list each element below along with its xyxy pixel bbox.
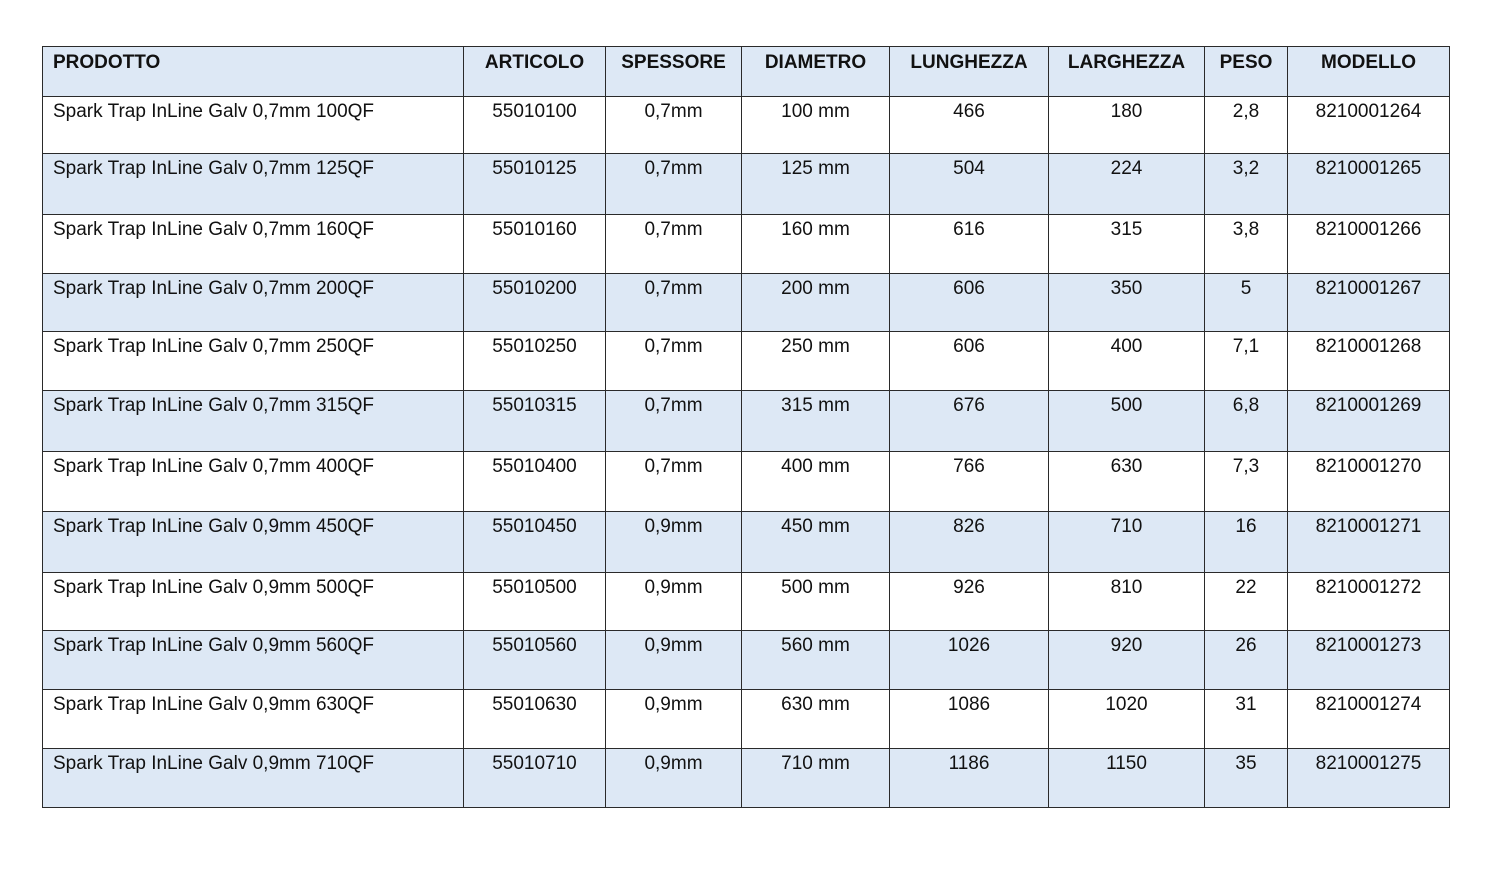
- cell-prodotto: Spark Trap InLine Galv 0,7mm 400QF: [43, 452, 464, 512]
- cell-lunghezza: 616: [890, 215, 1049, 274]
- table-row: [43, 391, 1450, 452]
- table-row: [43, 631, 1450, 690]
- cell-prodotto: Spark Trap InLine Galv 0,9mm 710QF: [43, 749, 464, 808]
- cell-larghezza: 400: [1049, 332, 1205, 391]
- cell-peso: 31: [1205, 690, 1288, 749]
- cell-prodotto: Spark Trap InLine Galv 0,7mm 125QF: [43, 154, 464, 215]
- cell-peso: 3,2: [1205, 154, 1288, 215]
- cell-larghezza: 180: [1049, 97, 1205, 154]
- cell-modello: 8210001267: [1288, 274, 1450, 332]
- header-larghezza: LARGHEZZA: [1049, 47, 1205, 97]
- cell-peso: 16: [1205, 512, 1288, 573]
- cell-peso: 7,1: [1205, 332, 1288, 391]
- cell-modello: 8210001264: [1288, 97, 1450, 154]
- cell-larghezza: 315: [1049, 215, 1205, 274]
- cell-larghezza: 500: [1049, 391, 1205, 452]
- cell-lunghezza: 1186: [890, 749, 1049, 808]
- cell-prodotto: Spark Trap InLine Galv 0,7mm 100QF: [43, 97, 464, 154]
- product-table-container: [42, 46, 1449, 808]
- cell-diametro: 400 mm: [742, 452, 890, 512]
- cell-peso: 7,3: [1205, 452, 1288, 512]
- cell-diametro: 560 mm: [742, 631, 890, 690]
- header-peso: PESO: [1205, 47, 1288, 97]
- cell-lunghezza: 606: [890, 274, 1049, 332]
- cell-modello: 8210001268: [1288, 332, 1450, 391]
- cell-modello: 8210001272: [1288, 573, 1450, 631]
- cell-prodotto: Spark Trap InLine Galv 0,7mm 200QF: [43, 274, 464, 332]
- table-row: [43, 154, 1450, 215]
- header-modello: MODELLO: [1288, 47, 1450, 97]
- cell-spessore: 0,9mm: [606, 631, 742, 690]
- cell-modello: 8210001271: [1288, 512, 1450, 573]
- cell-modello: 8210001270: [1288, 452, 1450, 512]
- table-row: [43, 512, 1450, 573]
- cell-lunghezza: 606: [890, 332, 1049, 391]
- cell-larghezza: 350: [1049, 274, 1205, 332]
- cell-spessore: 0,7mm: [606, 391, 742, 452]
- cell-articolo: 55010200: [464, 274, 606, 332]
- cell-peso: 35: [1205, 749, 1288, 808]
- cell-articolo: 55010315: [464, 391, 606, 452]
- cell-larghezza: 1020: [1049, 690, 1205, 749]
- cell-diametro: 100 mm: [742, 97, 890, 154]
- cell-modello: 8210001265: [1288, 154, 1450, 215]
- header-lunghezza: LUNGHEZZA: [890, 47, 1049, 97]
- cell-diametro: 125 mm: [742, 154, 890, 215]
- cell-larghezza: 1150: [1049, 749, 1205, 808]
- cell-larghezza: 224: [1049, 154, 1205, 215]
- cell-larghezza: 810: [1049, 573, 1205, 631]
- table-header-row: [43, 47, 1450, 97]
- cell-articolo: 55010500: [464, 573, 606, 631]
- cell-peso: 3,8: [1205, 215, 1288, 274]
- table-row: [43, 452, 1450, 512]
- cell-articolo: 55010710: [464, 749, 606, 808]
- cell-diametro: 500 mm: [742, 573, 890, 631]
- cell-diametro: 200 mm: [742, 274, 890, 332]
- header-diametro: DIAMETRO: [742, 47, 890, 97]
- cell-spessore: 0,7mm: [606, 154, 742, 215]
- cell-lunghezza: 766: [890, 452, 1049, 512]
- cell-lunghezza: 1086: [890, 690, 1049, 749]
- cell-peso: 5: [1205, 274, 1288, 332]
- cell-spessore: 0,7mm: [606, 97, 742, 154]
- cell-prodotto: Spark Trap InLine Galv 0,7mm 160QF: [43, 215, 464, 274]
- cell-lunghezza: 926: [890, 573, 1049, 631]
- cell-prodotto: Spark Trap InLine Galv 0,9mm 450QF: [43, 512, 464, 573]
- cell-spessore: 0,9mm: [606, 690, 742, 749]
- cell-peso: 26: [1205, 631, 1288, 690]
- header-prodotto: PRODOTTO: [43, 47, 464, 97]
- cell-prodotto: Spark Trap InLine Galv 0,9mm 560QF: [43, 631, 464, 690]
- table-body: [43, 97, 1450, 808]
- table-row: [43, 332, 1450, 391]
- cell-peso: 2,8: [1205, 97, 1288, 154]
- cell-articolo: 55010250: [464, 332, 606, 391]
- cell-spessore: 0,7mm: [606, 332, 742, 391]
- cell-diametro: 710 mm: [742, 749, 890, 808]
- cell-spessore: 0,9mm: [606, 749, 742, 808]
- cell-prodotto: Spark Trap InLine Galv 0,7mm 315QF: [43, 391, 464, 452]
- cell-diametro: 630 mm: [742, 690, 890, 749]
- table-row: [43, 97, 1450, 154]
- cell-modello: 8210001273: [1288, 631, 1450, 690]
- cell-spessore: 0,9mm: [606, 573, 742, 631]
- cell-prodotto: Spark Trap InLine Galv 0,7mm 250QF: [43, 332, 464, 391]
- cell-articolo: 55010630: [464, 690, 606, 749]
- cell-spessore: 0,9mm: [606, 512, 742, 573]
- cell-modello: 8210001266: [1288, 215, 1450, 274]
- cell-articolo: 55010125: [464, 154, 606, 215]
- cell-spessore: 0,7mm: [606, 452, 742, 512]
- cell-modello: 8210001269: [1288, 391, 1450, 452]
- table-row: [43, 274, 1450, 332]
- header-spessore: SPESSORE: [606, 47, 742, 97]
- cell-diametro: 450 mm: [742, 512, 890, 573]
- cell-articolo: 55010400: [464, 452, 606, 512]
- cell-modello: 8210001274: [1288, 690, 1450, 749]
- cell-peso: 6,8: [1205, 391, 1288, 452]
- cell-larghezza: 630: [1049, 452, 1205, 512]
- cell-lunghezza: 826: [890, 512, 1049, 573]
- cell-diametro: 250 mm: [742, 332, 890, 391]
- table-row: [43, 749, 1450, 808]
- cell-lunghezza: 504: [890, 154, 1049, 215]
- cell-modello: 8210001275: [1288, 749, 1450, 808]
- cell-lunghezza: 676: [890, 391, 1049, 452]
- cell-peso: 22: [1205, 573, 1288, 631]
- cell-diametro: 315 mm: [742, 391, 890, 452]
- cell-spessore: 0,7mm: [606, 215, 742, 274]
- cell-articolo: 55010450: [464, 512, 606, 573]
- cell-prodotto: Spark Trap InLine Galv 0,9mm 630QF: [43, 690, 464, 749]
- cell-larghezza: 710: [1049, 512, 1205, 573]
- cell-diametro: 160 mm: [742, 215, 890, 274]
- cell-prodotto: Spark Trap InLine Galv 0,9mm 500QF: [43, 573, 464, 631]
- table-row: [43, 573, 1450, 631]
- cell-articolo: 55010160: [464, 215, 606, 274]
- cell-articolo: 55010100: [464, 97, 606, 154]
- cell-spessore: 0,7mm: [606, 274, 742, 332]
- cell-articolo: 55010560: [464, 631, 606, 690]
- header-articolo: ARTICOLO: [464, 47, 606, 97]
- cell-lunghezza: 1026: [890, 631, 1049, 690]
- product-table: [42, 46, 1450, 808]
- cell-lunghezza: 466: [890, 97, 1049, 154]
- table-row: [43, 690, 1450, 749]
- cell-larghezza: 920: [1049, 631, 1205, 690]
- table-row: [43, 215, 1450, 274]
